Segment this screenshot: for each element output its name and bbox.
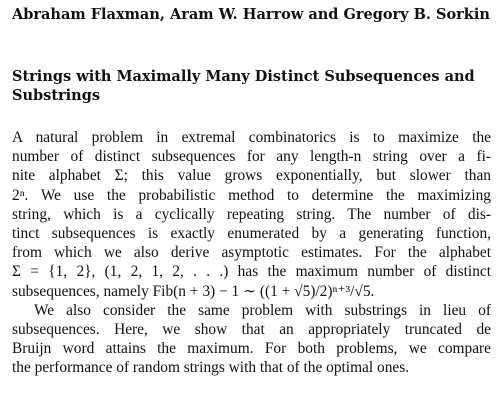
abstract-line: Σ = {1, 2}, (1, 2, 1, 2, . . .) has the maximum number of distinct [12,263,491,281]
abstract-line: string, which is a cyclically repeating string. The number of dis- [12,205,491,223]
abstract-line: number of distinct subsequences for any length-n string over a fi- [12,148,491,166]
abstract-paragraph-2 [12,301,491,378]
abstract-line: from which we also derive asymptotic estimates. For the alphabet [12,244,491,262]
abstract-line: We also consider the same problem with substrings in lieu of [34,301,491,319]
paper-title: Strings with Maximally Many Distinct Subsequences and Substrings [12,68,475,104]
abstract [12,128,491,378]
abstract-line: tinct subsequences is exactly enumerated by a generating function, [12,225,491,243]
abstract-line: nite alphabet Σ; this value grows exponentially, but slower than [12,167,491,185]
abstract-line: subsequences, namely Fib(n + 3) − 1 ∼ ((1 + √5)/2)ⁿ⁺³/√5. [12,282,375,300]
abstract-line: subsequences. Here, we show that an appropriately truncated de [12,321,491,339]
abstract-line: Bruijn word attains the maximum. For both problems, we compare [12,340,491,358]
authors: Abraham Flaxman, Aram W. Harrow and Gregory B. Sorkin [12,6,490,23]
abstract-paragraph-1 [12,128,491,301]
abstract-line: A natural problem in extremal combinatorics is to maximize the [12,129,491,146]
abstract-line: 2ⁿ. We use the probabilistic method to determine the maximizing [12,186,491,204]
abstract-line: the performance of random strings with that of the optimal ones. [12,359,410,377]
